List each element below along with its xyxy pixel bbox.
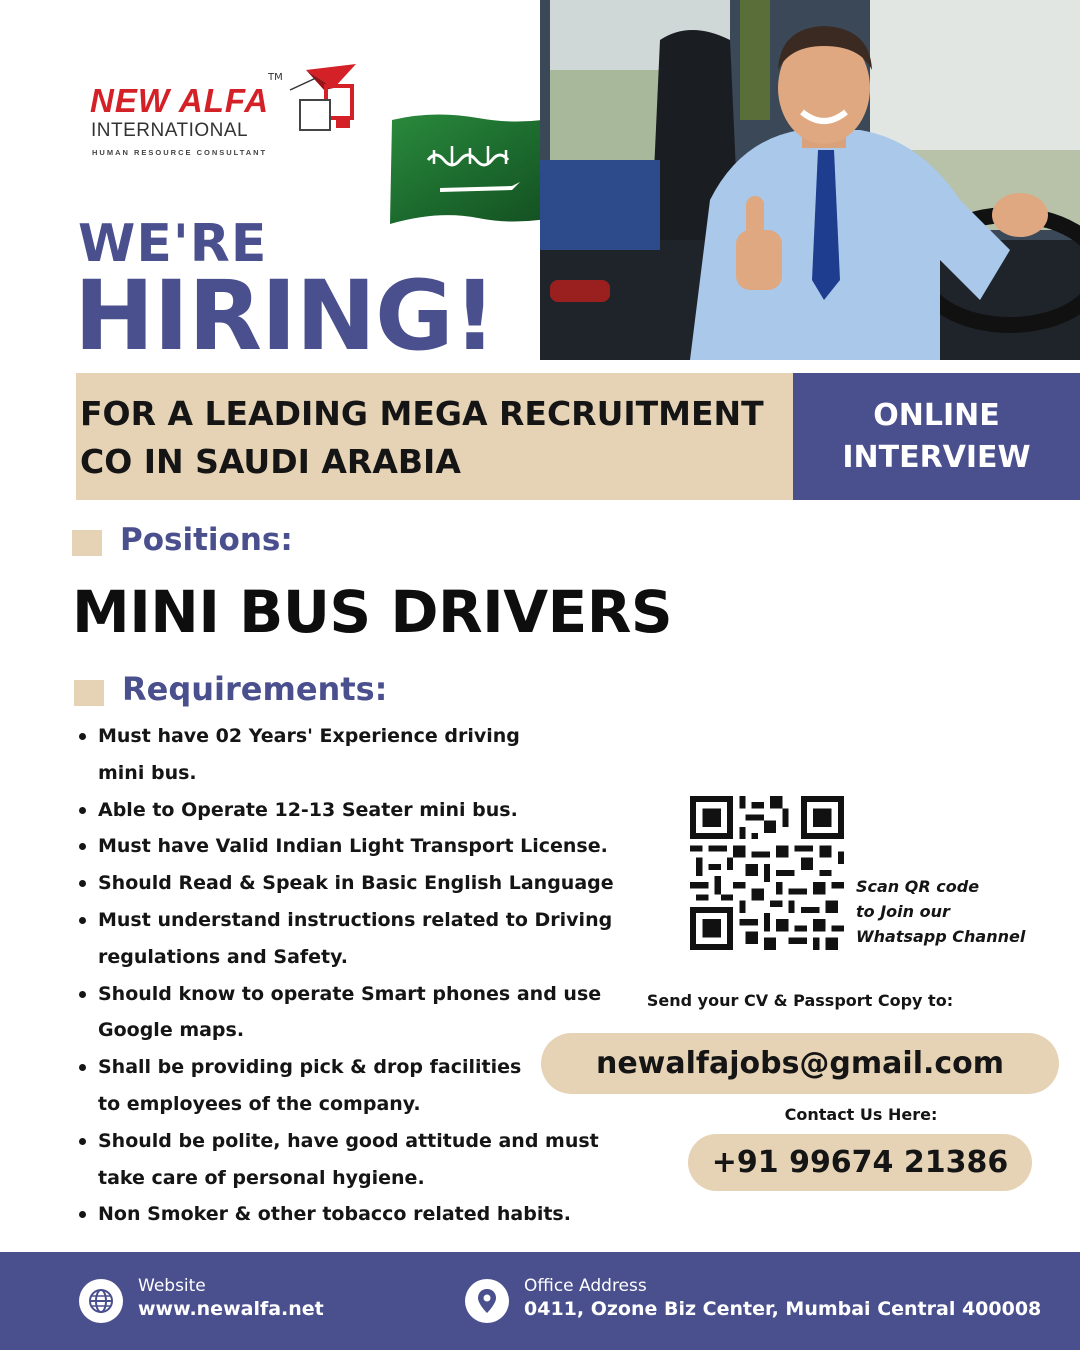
online-interview-text — [842, 395, 1030, 479]
banner-company-text — [80, 390, 780, 486]
logo-mark-icon — [286, 60, 366, 144]
location-pin-icon — [465, 1279, 509, 1323]
positions-marker — [72, 530, 102, 556]
website-link[interactable]: www.newalfa.net — [138, 1298, 324, 1320]
requirement-item: Shall be providing pick & drop facilities to employees of the company. — [76, 1049, 636, 1123]
online-label: ONLINE — [873, 397, 1000, 433]
requirement-item: Should be polite, have good attitude and must take care of personal hygiene. — [76, 1123, 636, 1197]
requirement-item: Non Smoker & other tobacco related habits. — [76, 1196, 636, 1233]
qr-caption-line-3: Whatsapp Channel — [856, 927, 1026, 946]
requirement-item: Must have Valid Indian Light Transport License. — [76, 828, 636, 865]
footer-bar — [0, 1252, 1080, 1350]
requirements-list — [76, 718, 636, 1233]
banner-line-1: FOR A LEADING MEGA RECRUITMENT — [80, 394, 764, 433]
office-label: Office Address — [524, 1276, 647, 1296]
banner-line-2: CO IN SAUDI ARABIA — [80, 442, 461, 481]
position-title: MINI BUS DRIVERS — [72, 578, 673, 646]
positions-label: Positions: — [120, 522, 293, 558]
qr-caption — [856, 874, 1025, 949]
qr-code-icon[interactable] — [690, 796, 844, 950]
phone-pill[interactable] — [688, 1134, 1032, 1191]
interview-label: INTERVIEW — [842, 439, 1031, 475]
company-logo — [88, 60, 368, 170]
office-address: 0411, Ozone Biz Center, Mumbai Central 400008 — [524, 1298, 1042, 1320]
headline-were: WE'RE — [78, 214, 268, 274]
qr-caption-line-2: to Join our — [856, 902, 950, 921]
logo-tagline: HUMAN RESOURCE CONSULTANT — [92, 148, 268, 157]
online-interview-badge — [793, 373, 1080, 500]
send-cv-label: Send your CV & Passport Copy to: — [646, 991, 954, 1010]
requirement-item: Must understand instructions related to Driving regulations and Safety. — [76, 902, 636, 976]
requirements-marker — [74, 680, 104, 706]
headline-hiring: HIRING! — [74, 260, 496, 372]
requirements-label: Requirements: — [122, 670, 388, 708]
requirement-item: Able to Operate 12-13 Seater mini bus. — [76, 792, 636, 829]
email-address[interactable]: newalfajobs@gmail.com — [595, 1046, 1005, 1081]
globe-icon — [79, 1279, 123, 1323]
requirement-item: Must have 02 Years' Experience driving mini bus. — [76, 718, 636, 792]
email-pill[interactable] — [541, 1033, 1059, 1094]
driver-photo — [540, 0, 1080, 360]
contact-label: Contact Us Here: — [784, 1105, 938, 1124]
qr-caption-line-1: Scan QR code — [856, 877, 980, 896]
requirement-item: Should know to operate Smart phones and use Google maps. — [76, 976, 636, 1050]
website-label: Website — [138, 1276, 206, 1296]
phone-number[interactable]: +91 99674 21386 — [711, 1145, 1009, 1180]
logo-trademark: TM — [268, 72, 283, 83]
logo-name: NEW ALFA — [90, 82, 270, 119]
requirement-item: Should Read & Speak in Basic English Language — [76, 865, 636, 902]
logo-subtitle: INTERNATIONAL — [91, 120, 249, 141]
